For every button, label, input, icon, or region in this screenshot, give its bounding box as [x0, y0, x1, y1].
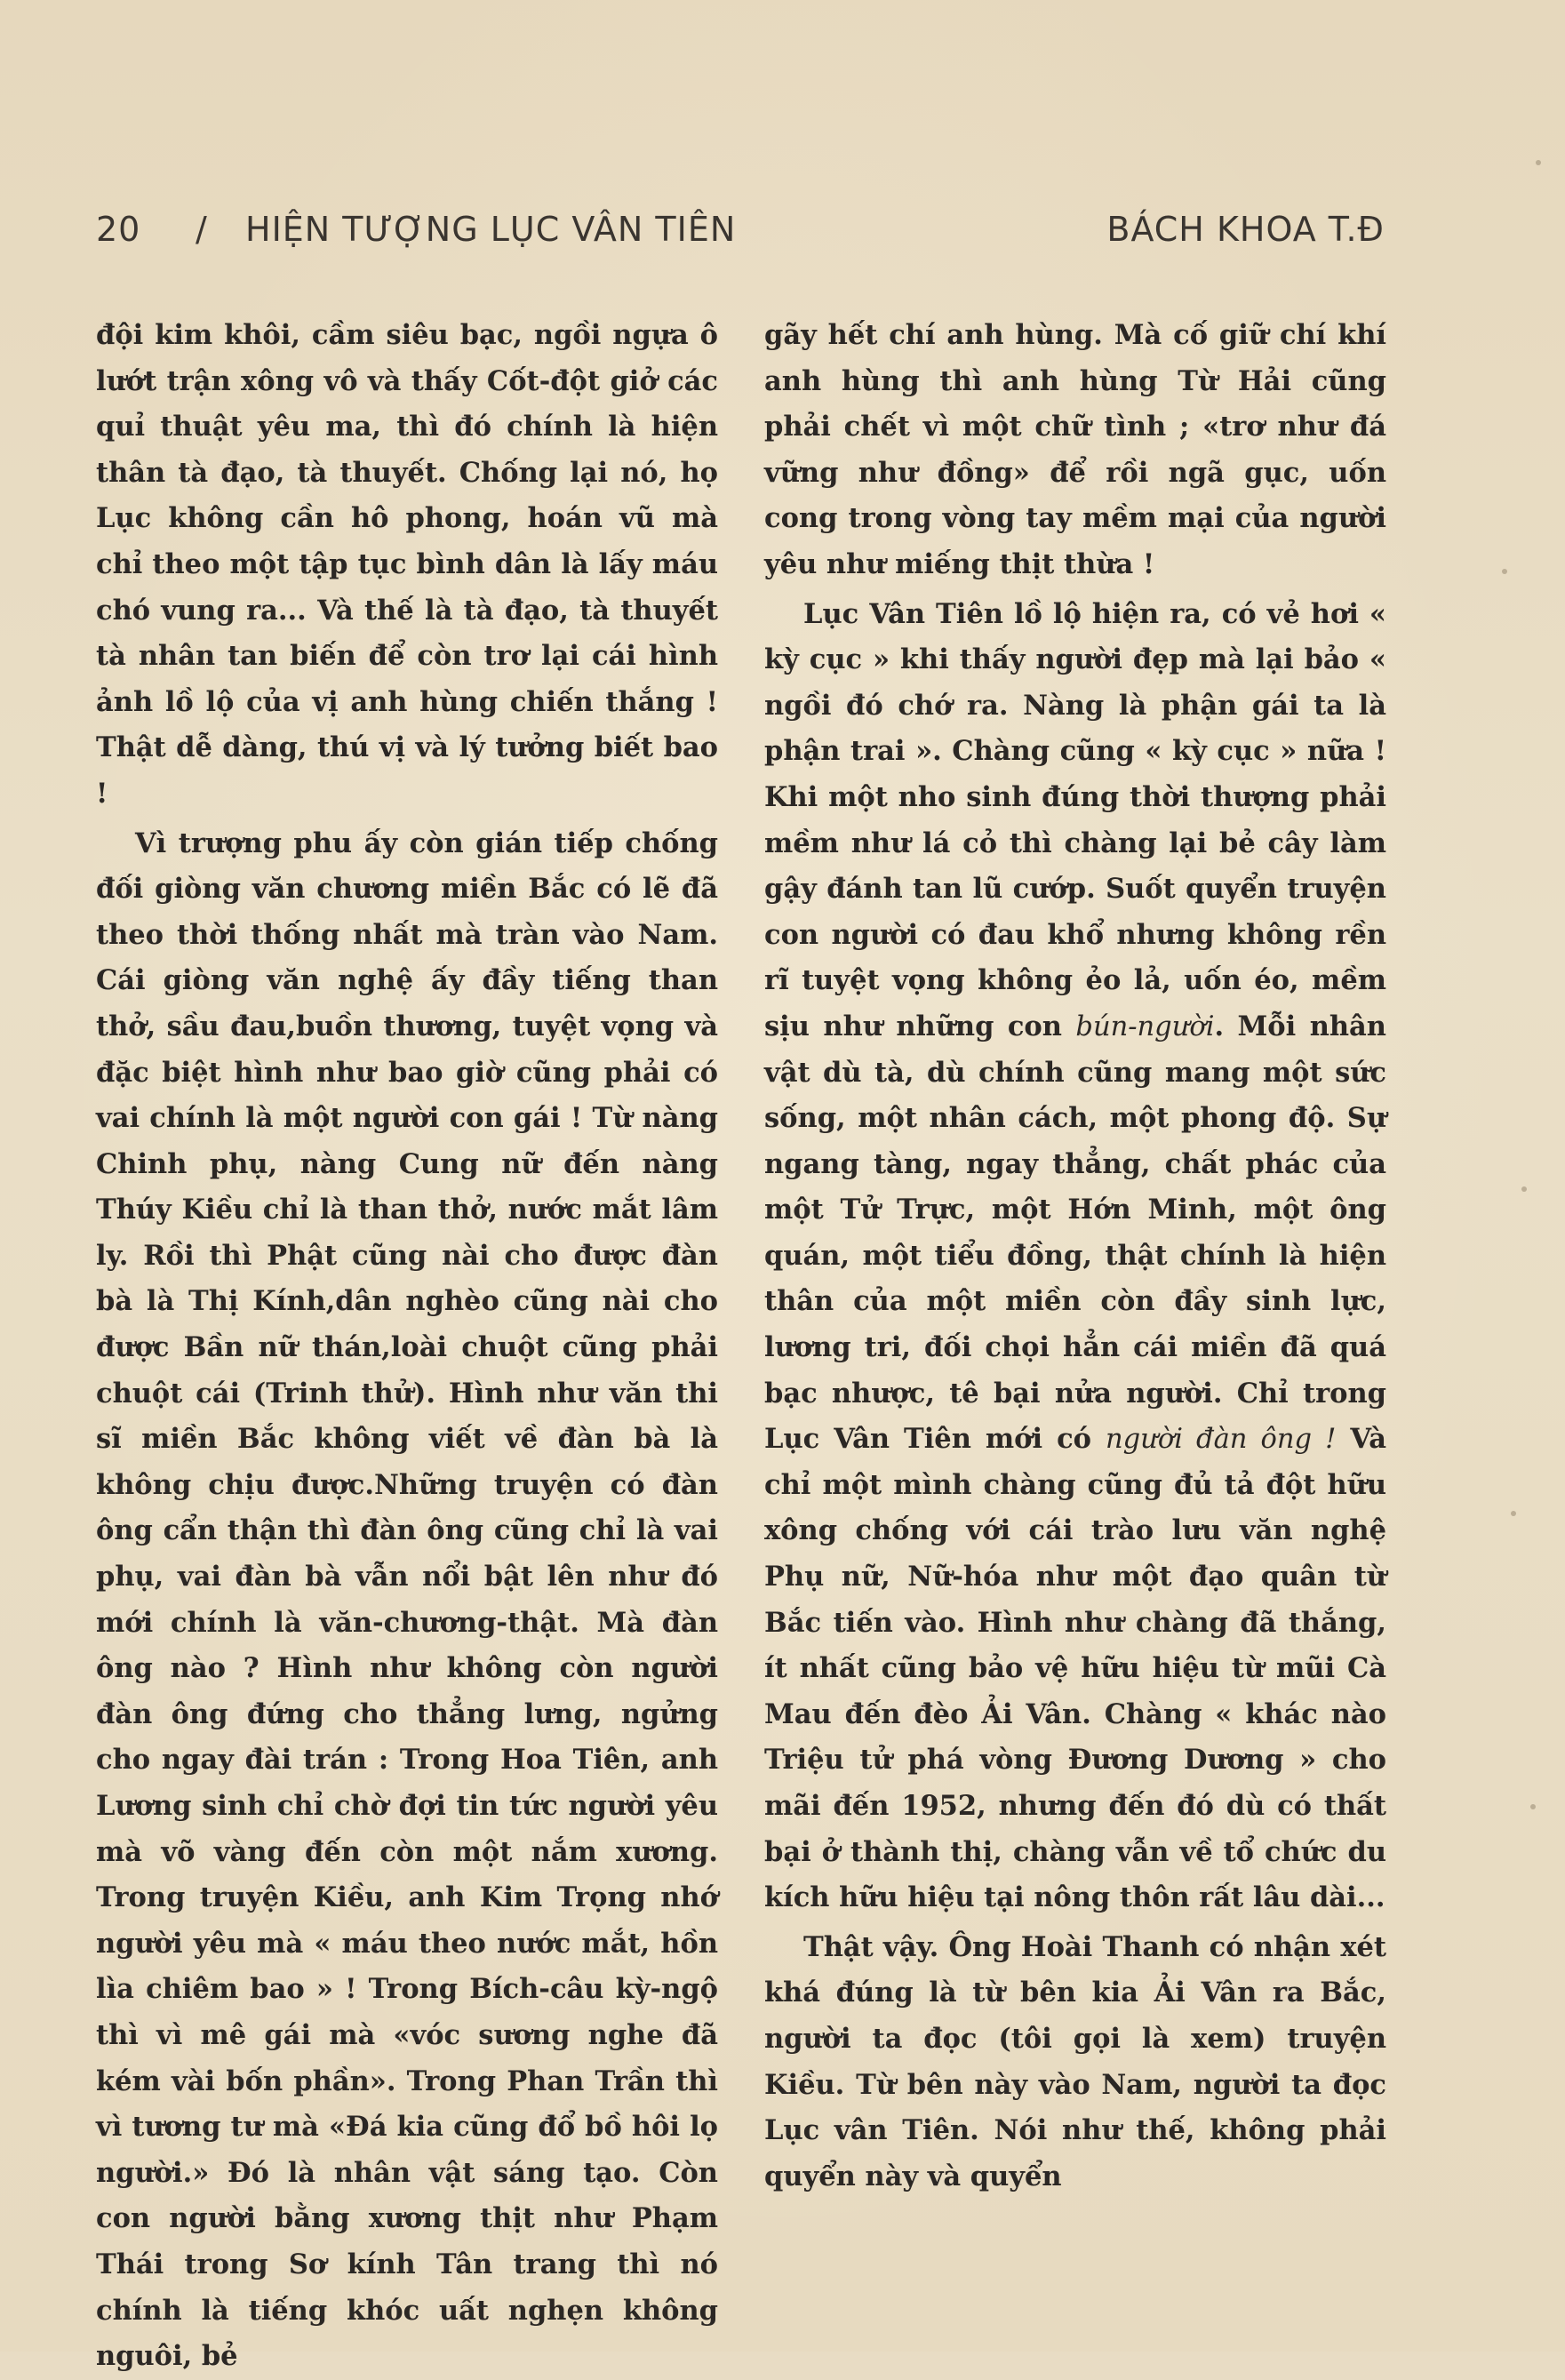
paper-speck — [1511, 1511, 1516, 1516]
right-paragraph-1: gãy hết chí anh hùng. Mà cố giữ chí khí anh hùng thì anh hùng Từ Hải cũng phải chết vì một chữ tình ; «trơ như đá vững như đồng» để rồi ngã gục, uốn cong trong vòng tay mềm mại của người yêu như miếng thịt thừa ! — [764, 319, 1386, 580]
page-number: 20 — [96, 210, 141, 249]
right-paragraph-2-part-b: . Mỗi nhân vật dù tà, dù chính cũng mang một sức sống, một nhân cách, một phong độ. Sự ngang tàng, ngay thẳng, chất phác của một Tử Trực, một Hớn Minh, một ông quán, một tiểu đồng, thật chính là hiện thân của một miền còn đầy sinh lực, lương tri, đối chọi hẳn cái miền đã quá bạc nhược, tê bại nửa người. Chỉ trong Lục Vân Tiên mới có — [764, 1010, 1386, 1456]
right-column — [764, 313, 1386, 2200]
right-paragraph-2 — [764, 592, 1386, 1921]
left-column — [96, 313, 718, 2380]
running-header — [96, 210, 1385, 263]
left-paragraph-2: Vì trượng phu ấy còn gián tiếp chống đối giòng văn chương miền Bắc có lẽ đã theo thời thống nhất mà tràn vào Nam. Cái giòng văn nghệ ấy đầy tiếng than thở, sầu đau,buồn thương, tuyệt vọng và đặc biệt hình như bao giờ cũng phải có vai chính là một người con gái ! Từ nàng Chinh phụ, nàng Cung nữ đến nàng Thúy Kiều chỉ là than thở, nước mắt lâm ly. Rồi thì Phật cũng nài cho được đàn bà là Thị Kính,dân nghèo cũng nài cho được Bần nữ thán,loài chuột cũng phải chuột cái (Trinh thử). Hình như văn thi sĩ miền Bắc không viết về đàn bà là không chịu được.Những truyện có đàn ông cẩn thận thì đàn ông cũng chỉ là vai phụ, vai đàn bà vẫn nổi bật lên như đó mới chính là văn-chương-thật. Mà đàn ông nào ? Hình như không còn người đàn ông đứng cho thẳng lưng, ngửng cho ngay đài trán : Trong Hoa Tiên, anh Lương sinh chỉ chờ đợi tin tức người yêu mà võ vàng đến còn một nắm xương. Trong truyện Kiều, anh Kim Trọng nhớ người yêu mà « máu theo nước mắt, hồn lìa chiêm bao » ! Trong Bích-câu kỳ-ngộ thì vì mê gái mà «vóc sương nghe đã kém vài bốn phần». Trong Phan Trần thì vì tương tư mà «Đá kia cũng đổ bồ hôi lọ người.» Đó là nhân vật sáng tạo. Còn con người bằng xương thịt như Phạm Thái trong Sơ kính Tân trang thì nó chính là tiếng khóc uất nghẹn không nguôi, bẻ — [96, 827, 718, 2373]
header-separator: / — [196, 210, 208, 249]
right-paragraph-2-part-c: Và chỉ một mình chàng cũng đủ tả đột hữu xông chống với cái trào lưu văn nghệ Phụ nữ, Nữ-hóa như một đạo quân từ Bắc tiến vào. Hình như chàng đã thắng, ít nhất cũng bảo vệ hữu hiệu từ mũi Cà Mau đến đèo Ải Vân. Chàng « khác nào Triệu tử phá vòng Đương Dương » cho mãi đến 1952, nhưng đến đó dù có thất bại ở thành thị, chàng vẫn về tổ chức du kích hữu hiệu tại nông thôn rất lâu dài... — [764, 1423, 1386, 1914]
article-title: HIỆN TƯỢNG LỤC VÂN TIÊN — [245, 210, 737, 249]
paper-speck — [1502, 569, 1507, 574]
italic-term-bun-nguoi: bún-người — [1075, 1010, 1215, 1042]
right-paragraph-2-part-a: Lục Vân Tiên lồ lộ hiện ra, có vẻ hơi « kỳ cục » khi thấy người đẹp mà lại bảo « ngồi đó chớ ra. Nàng là phận gái ta là phận trai ». Chàng cũng « kỳ cục » nữa ! Khi một nho sinh đúng thời thượng phải mềm như lá cỏ thì chàng lại bẻ cây làm gậy đánh tan lũ cướp. Suốt quyển truyện con người có đau khổ nhưng không rền rĩ tuyệt vọng không ẻo lả, uốn éo, mềm sịu như những con — [764, 597, 1386, 1042]
italic-term-nguoi-dan-ong: người đàn ông ! — [1106, 1424, 1337, 1456]
publication-name: BÁCH KHOA T.Đ — [1106, 210, 1385, 249]
right-paragraph-3: Thật vậy. Ông Hoài Thanh có nhận xét khá đúng là từ bên kia Ải Vân ra Bắc, người ta đọc (tôi gọi là xem) truyện Kiều. Từ bên này vào Nam, người ta đọc Lục vân Tiên. Nói như thế, không phải quyển này và quyển — [764, 1930, 1386, 2192]
paper-speck — [1530, 1804, 1536, 1809]
left-paragraph-1: đội kim khôi, cầm siêu bạc, ngồi ngựa ô lướt trận xông vô và thấy Cốt-đột giở các quỉ thuật yêu ma, thì đó chính là hiện thân tà đạo, tà thuyết. Chống lại nó, họ Lục không cần hô phong, hoán vũ mà chỉ theo một tập tục bình dân là lấy máu chó vung ra... Và thế là tà đạo, tà thuyết tà nhân tan biến để còn trơ lại cái hình ảnh lồ lộ của vị anh hùng chiến thắng ! Thật dễ dàng, thú vị và lý tưởng biết bao ! — [96, 319, 718, 810]
paper-speck — [1536, 160, 1541, 165]
paper-speck — [1521, 1186, 1527, 1192]
